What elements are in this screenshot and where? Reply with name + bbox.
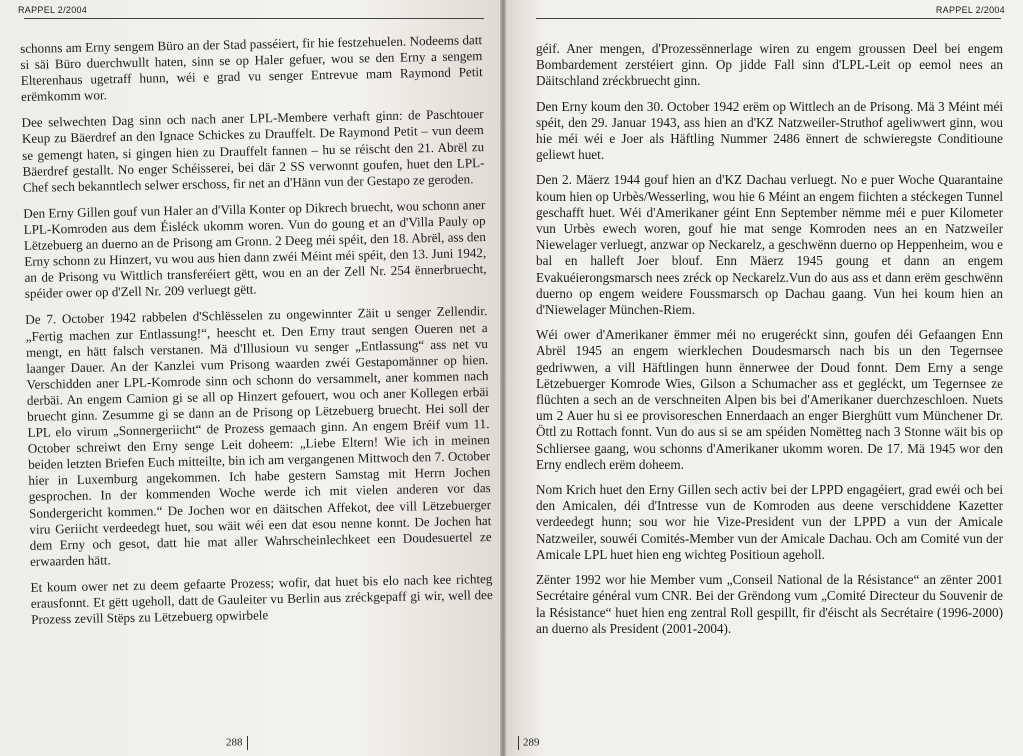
paragraph: schonns am Erny sengem Büro an der Stad passéiert, fir hie festzehuelen. Nodeems datt si säi Büro duerchwullt haten, sinn se op Haler gefuer, wou se den Erny a sengem Elterenhaus ugetraff hunn, wéi e grad vu senger Entrevue mam Raymond Petit erëmkomm wor.	[19, 32, 483, 105]
running-head-left: RAPPEL 2/2004	[18, 5, 88, 15]
page-number-value: 289	[523, 736, 540, 749]
paragraph: Nom Krich huet den Erny Gillen sech activ bei der LPPD engagéiert, grad ewéi och bei den Amicalen, déi d'Intresse vun de Komroden aus deene verschiddene Kazetter verdeedegt hunn; sou wor hie Vize-President vun der LPPD a vun der Amicale Natzweiler, souwéi Comités-Member vun der Amicale Dachau. Och am Comité vun der Amicale LPL huet hien eng wichteg Positioun ageholl.	[536, 482, 1003, 562]
paragraph: géif. Aner mengen, d'Prozessënnerlage wiren zu engem groussen Deel bei engem Bombardement zerstéiert ginn. Op jidde Fall sinn d'LPL-Leit op eemol nees an Däitschland zréckbruecht ginn.	[536, 41, 1003, 89]
header-rule-left	[24, 18, 484, 19]
page-number-value: 288	[226, 736, 243, 749]
page-number-left	[226, 736, 252, 750]
paragraph: Wéi ower d'Amerikaner ëmmer méi no erugeréckt sinn, goufen déi Gefaangen Enn Abrël 1945 an engem wierklechen Doudesmarsch nach bis un den Tegernsee gedriwwen, a vill Häftlingen hunn ënnerwee der Doud fonnt. Dem Erny a senge Lëtzebuerger Komrode Wies, Gilson a Schumacher ass et gegléckt, um Tegernsee ze flüchten a sech an de verschneiten Alpen bis bei d'Amerikaner duerchzeschloen. Nuets um 2 Auer hu si ee provisoreschen Ennerdaach an enger Bierghütt vum Münchener Dr. Öttl zu Rottach fonnt. Vun do aus si se am spéiden Nomëtteg nach 3 Stonne wäit bis op Schliersee gaang, wou schonns d'Amerikaner ukomm woren. De 17. Mä 1945 wor den Erny endlech erëm doheem.	[536, 327, 1003, 472]
left-page-text	[18, 32, 499, 628]
folio-bar	[247, 736, 248, 750]
book-gutter	[500, 0, 506, 756]
header-rule-right	[536, 18, 1001, 19]
running-head-right: RAPPEL 2/2004	[935, 5, 1005, 15]
left-page	[0, 0, 502, 756]
folio-bar	[518, 736, 519, 750]
paragraph: Den Erny koum den 30. October 1942 erëm op Wittlech an de Prisong. Mä 3 Méint méi spéit, den 29. Januar 1943, ass hien an d'KZ Natzweiler-Struthof ageliwwert ginn, wou hie méi wéi e Joer als Häftling Nummer 2486 ënnert de schwieregste Conditioune geliewt huet.	[536, 98, 1003, 163]
paragraph: Den Erny Gillen gouf vun Haler an d'Villa Konter op Dikrech bruecht, wou schonn aner LPL-Komroden aus dem Éisléck ukomm woren. Vun do goung et an d'Villa Pauly op Lëtzebuerg an duerno an de Prisong am Gronn. 2 Deeg méi spéit, den 18. Abrël, ass den Erny schonn zu Hinzert, vu wou aus hien dann zwéi Méint méi spéit, den 13. Juni 1942, an de Prisong vu Wittlich transferéiert gëtt, wou en an der Zell Nr. 254 ënnerbruecht, spéider ower op d'Zell Nr. 209 verluegt gëtt.	[23, 196, 487, 302]
paragraph: Zënter 1992 wor hie Member vum „Conseil National de la Résistance“ an zënter 2001 Secrétaire général vum CNR. Bei der Grëndong vum „Comité Directeur du Souvenir de la Résistance“ huet hien eng zentral Roll gespillt, fir d'éischt als Secrétaire (1996-2000) an duerno als President (2001-2004).	[536, 572, 1003, 636]
paragraph: Dee selwechten Dag sinn och nach aner LPL-Membere verhaft ginn: de Paschtouer Keup zu Bäerdref an den Ignace Schickes zu Drauffelt. De Raymond Petit – vun deem se gemengt haten, si gingen hien zu Drauffelt fannen – hu se réischt den 21. Abrël zu Bäerdref gestallt. No enger Schéisserei, bei där 2 SS verwonnt goufen, huet den LPL-Chef sech bekanntlech selwer erschoss, fir net an d'Hänn vun der Gestapo ze geroden.	[21, 106, 485, 195]
page-number-right	[506, 736, 540, 750]
paragraph: Den 2. Mäerz 1944 gouf hien an d'KZ Dachau verluegt. No e puer Woche Quarantaine koum hien op Urbès/Wesserling, wou hie 6 Méint an engem fiichten a stéckegen Tunnel geschafft huet. Wéi d'Amerikaner géint Enn September nëmme méi e puer Kilometer vun Urbès ewech woren, gouf hie mat senge Komroden nees an en Natzweiler Niewelager verluegt, anzwar op Neckarelz, a geschwënn duerno op Heppenheim, wou e bal en halleft Joer blouf. Enn Mäerz 1945 goung et dann an engem Evakuéierongsmarsch nees zréck op Neckarelz.Vun do aus ass et dann erëm geschwënn duerno op engem weidere Foussmarsch op Dachau gaang. Vun hei koum hien an d'Niewelager München-Riem.	[536, 172, 1003, 318]
paragraph: De 7. October 1942 rabbelen d'Schlësselen zu ongewinnter Zäit u senger Zellendir. „Fertig machen zur Entlassung!“, heescht et. Den Erny traut sengen Oueren net a mengt, en hätt falsch verstanen. Mä d'Illusioun vu senger „Entlassung“ ass net vu laanger Dauer. An der Kanzlei vum Prisong waarden zwéi Gestapomänner op hien. Verschidden aner LPL-Komrode sinn och schonn do versammelt, aner kommen nach derbäi. An engem Camion gi se all op Hinzert gefouert, wou och aner Kollegen erbäi bruecht ginn. Zesumme gi se dann an de Prisong op Lëtzebuerg bruecht. Hei soll der LPL elo virum „Sonnergeriicht“ de Prozess gemaach ginn. An engem Bréif vum 11. October schreiwt den Erny senge Leit doheem: „Liebe Eltern! Wie ich in meinen beiden letzten Briefen Euch mitteilte, bin ich am vergangenen Mittwoch den 7. October hier in Luxemburg angekommen. Ich habe gestern Samstag mit Herrn Jochen gesprochen. In der kommenden Woche werde ich mit vielen anderen vor das Sondergericht kommen.“ De Jochen wor en däitschen Affekot, dee vill Lëtzebuerger viru Geriicht verdeedegt huet, sou wäit wéi een dat esou nenne konnt. De Jochen hat dem Erny och gesot, datt hie mat aller Wahrscheinlechkeet een Doudesuertel ze erwaarden hätt.	[25, 303, 492, 569]
right-page-text	[536, 41, 1005, 637]
paragraph: Et koum ower net zu deem gefaarte Prozess; wofir, dat huet bis elo nach kee richteg erausfonnt. Et gëtt ugeholl, datt de Gauleiter vu Berlin aus zréckgepaff gi wir, well dee Prozess zevill Stëps zu Lëtzebuerg opwirbele	[30, 570, 493, 627]
right-page	[502, 0, 1023, 756]
